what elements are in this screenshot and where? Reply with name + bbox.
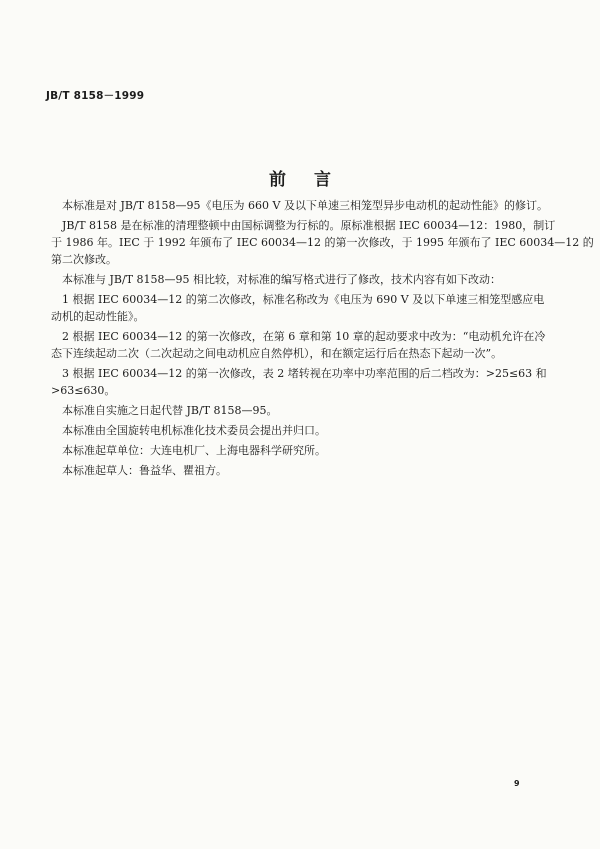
document-code: JB/T 8158－1999 <box>46 90 145 102</box>
body-line: 本标准起草单位：大连电机厂、上海电器科学研究所。 <box>62 444 326 457</box>
body-line: JB/T 8158 是在标准的清理整顿中由国标调整为行标的。原标准根据 IEC 60034—12：1980，制订 <box>62 219 556 232</box>
body-line: 本标准自实施之日起代替 JB/T 8158—95。 <box>62 404 278 417</box>
body-line: >63≤630。 <box>51 384 116 397</box>
body-line: 本标准与 JB/T 8158—95 相比较，对标准的编写格式进行了修改，技术内容有如下改动： <box>62 273 502 286</box>
body-line: 1 根据 IEC 60034—12 的第二次修改，标准名称改为《电压为 690 V 及以下单速三相笼型感应电 <box>62 293 545 306</box>
body-line: 于 1986 年。IEC 于 1992 年颁布了 IEC 60034—12 的第一次修改，于 1995 年颁布了 IEC 60034—12 的 <box>51 236 594 249</box>
body-line: 本标准由全国旋转电机标准化技术委员会提出并归口。 <box>62 424 326 437</box>
body-line: 本标准起草人：鲁益华、瞿祖方。 <box>62 464 227 477</box>
body-line: 本标准是对 JB/T 8158—95《电压为 660 V 及以下单速三相笼型异步电动机的起动性能》的修订。 <box>62 199 548 212</box>
body-line: 3 根据 IEC 60034—12 的第一次修改，表 2 堵转视在功率中功率范围的后二档改为：>25≤63 和 <box>62 367 547 380</box>
page-title: 前言 <box>269 170 359 190</box>
body-line: 动机的起动性能》。 <box>51 310 145 323</box>
body-line: 第二次修改。 <box>51 253 117 266</box>
body-line: 2 根据 IEC 60034—12 的第一次修改，在第 6 章和第 10 章的起动要求中改为：“电动机允许在冷 <box>62 330 546 343</box>
page-number: 9 <box>514 779 520 788</box>
body-line: 态下连续起动二次（二次起动之间电动机应自然停机），和在额定运行后在热态下起动一次”。 <box>51 347 503 360</box>
